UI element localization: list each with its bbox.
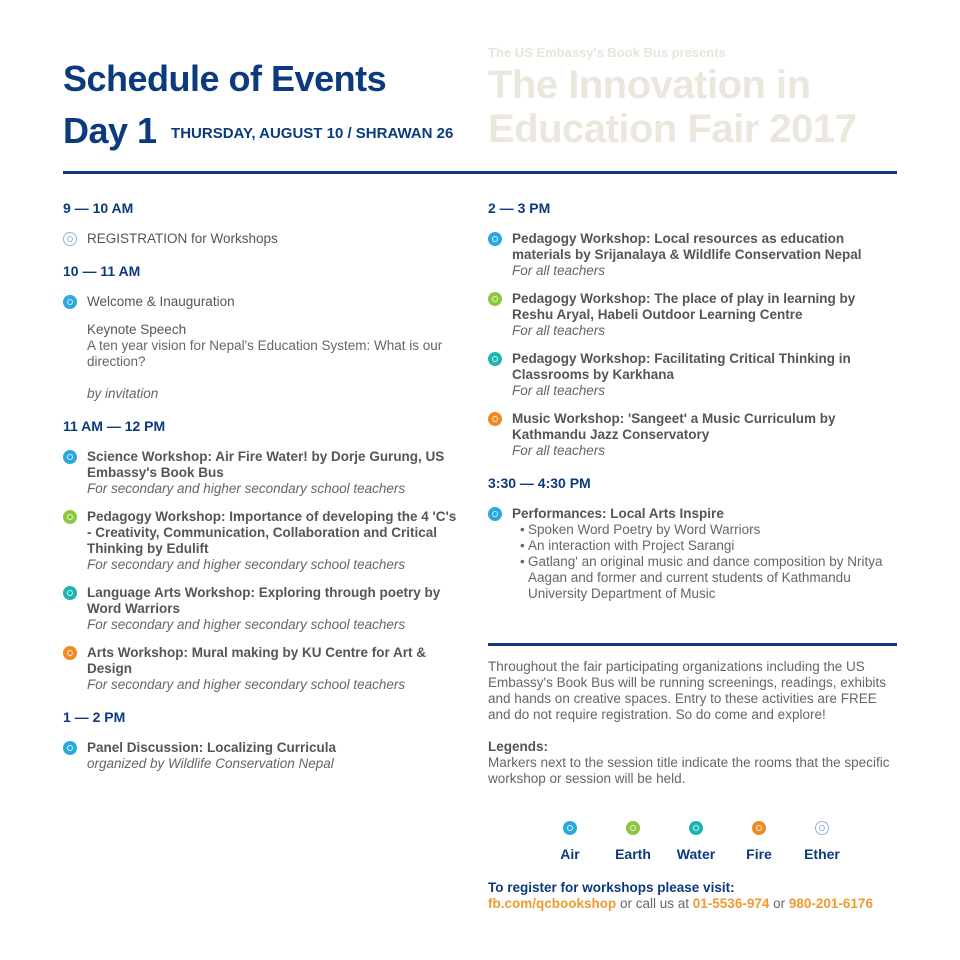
register-heading: To register for workshops please visit: [488, 880, 735, 895]
event-item [63, 509, 463, 573]
event-item [63, 449, 463, 497]
event-title: Arts Workshop: Mural making by KU Centre for Art & Design [87, 645, 427, 676]
event-audience: For all teachers [512, 443, 606, 458]
air-marker-icon [488, 507, 502, 521]
fair-title-line2: Education Fair 2017 [488, 107, 857, 151]
event-audience: For secondary and higher secondary school teachers [87, 481, 406, 496]
time-slot: 11 AM — 12 PM [63, 418, 166, 434]
keynote-text: A ten year vision for Nepal's Education System: What is our direction? [87, 338, 443, 369]
time-slot: 1 — 2 PM [63, 709, 126, 725]
event-organizer: organized by Wildlife Conservation Nepal [87, 756, 334, 771]
earth-marker-icon [626, 821, 640, 835]
event-title: Pedagogy Workshop: Local resources as education materials by Srijanalaya & Wildlife Conservation Nepal [512, 231, 862, 262]
air-marker-icon [63, 741, 77, 755]
time-slot: 10 — 11 AM [63, 263, 141, 279]
time-slot: 9 — 10 AM [63, 200, 134, 216]
legends-heading: Legends: [488, 739, 549, 754]
legend-water [666, 821, 726, 862]
legend-fire [729, 821, 789, 862]
event-title: Science Workshop: Air Fire Water! by Dorje Gurung, US Embassy's Book Bus [87, 449, 445, 480]
list-item: • An interaction with Project Sarangi [512, 538, 900, 554]
day-line [63, 110, 453, 152]
notice-text: Throughout the fair participating organizations including the US Embassy's Book Bus will be running screenings, readings, exhibits and hands on creative spaces. Entry to these activities are FREE and do not require registration. So do come and explore! [488, 659, 887, 722]
keynote-title: Keynote Speech [87, 322, 187, 337]
legend-label: Earth [615, 846, 651, 862]
air-marker-icon [63, 450, 77, 464]
event-audience: For all teachers [512, 263, 606, 278]
water-marker-icon [488, 352, 502, 366]
earth-marker-icon [63, 510, 77, 524]
legend-earth [603, 821, 663, 862]
event-audience: For secondary and higher secondary school teachers [87, 677, 406, 692]
schedule-left-column [63, 200, 463, 784]
event-title: Welcome & Inauguration [87, 294, 235, 309]
event-audience: For secondary and higher secondary school teachers [87, 617, 406, 632]
event-item [488, 506, 900, 602]
time-slot: 3:30 — 4:30 PM [488, 475, 591, 491]
legend-air [540, 821, 600, 862]
event-title: Music Workshop: 'Sangeet' a Music Curriculum by Kathmandu Jazz Conservatory [512, 411, 836, 442]
fire-marker-icon [63, 646, 77, 660]
performance-list [512, 522, 900, 602]
fire-marker-icon [752, 821, 766, 835]
legend-label: Ether [804, 846, 840, 862]
ether-marker-icon [63, 232, 77, 246]
fair-title [488, 63, 908, 151]
air-marker-icon [488, 232, 502, 246]
registration-info [488, 880, 908, 912]
event-title: Language Arts Workshop: Exploring through poetry by Word Warriors [87, 585, 441, 616]
event-item [63, 294, 463, 402]
register-mid-text: or call us at [616, 896, 693, 911]
event-item [63, 585, 463, 633]
ether-marker-icon [815, 821, 829, 835]
water-marker-icon [689, 821, 703, 835]
air-marker-icon [563, 821, 577, 835]
legend-label: Air [560, 846, 580, 862]
legend-label: Water [676, 846, 716, 862]
legends-text: Markers next to the session title indicate the rooms that the specific workshop or session will be held. [488, 755, 890, 786]
event-title: Panel Discussion: Localizing Curricula [87, 740, 337, 755]
event-item [488, 411, 900, 459]
day-label: Day 1 [63, 110, 157, 151]
phone-number[interactable]: 01-5536-974 [692, 896, 770, 911]
event-title: Pedagogy Workshop: The place of play in learning by Reshu Aryal, Habeli Outdoor Learning Centre [512, 291, 856, 322]
time-slot: 2 — 3 PM [488, 200, 551, 216]
event-title: Pedagogy Workshop: Importance of developing the 4 'C's - Creativity, Communication, Collaboration and Critical Thinking by Edulift [87, 509, 457, 556]
event-item [63, 231, 463, 247]
presents-text: The US Embassy's Book Bus presents [488, 45, 726, 60]
register-or-text: or [769, 896, 789, 911]
event-item [488, 231, 900, 279]
event-audience: For secondary and higher secondary school teachers [87, 557, 406, 572]
event-title: Pedagogy Workshop: Facilitating Critical Thinking in Classrooms by Karkhana [512, 351, 851, 382]
phone-number[interactable]: 980-201-6176 [788, 896, 873, 911]
event-title: Performances: Local Arts Inspire [512, 506, 724, 521]
event-audience: For all teachers [512, 323, 606, 338]
header-divider [63, 171, 897, 174]
facebook-link[interactable]: fb.com/qcbookshop [488, 896, 617, 911]
page-title: Schedule of Events [63, 58, 387, 99]
fire-marker-icon [488, 412, 502, 426]
register-line [488, 896, 908, 912]
section-divider [488, 643, 897, 646]
keynote-note: by invitation [87, 386, 159, 401]
event-item [488, 351, 900, 399]
legend-ether [792, 821, 852, 862]
event-title: REGISTRATION for Workshops [87, 231, 278, 246]
air-marker-icon [63, 295, 77, 309]
water-marker-icon [63, 586, 77, 600]
event-item [63, 645, 463, 693]
info-notice [488, 659, 900, 787]
event-item [488, 291, 900, 339]
legend-label: Fire [746, 846, 772, 862]
room-legend [540, 821, 860, 861]
earth-marker-icon [488, 292, 502, 306]
list-item: • Spoken Word Poetry by Word Warriors [512, 522, 900, 538]
schedule-right-column [488, 200, 900, 614]
fair-title-line1: The Innovation in [488, 63, 811, 107]
event-audience: For all teachers [512, 383, 606, 398]
event-item [63, 740, 463, 772]
list-item: • Gatlang' an original music and dance composition by Nritya Aagan and former and current students of Kathmandu University Department of Music [512, 554, 900, 602]
date-label: THURSDAY, AUGUST 10 / SHRAWAN 26 [171, 125, 454, 142]
